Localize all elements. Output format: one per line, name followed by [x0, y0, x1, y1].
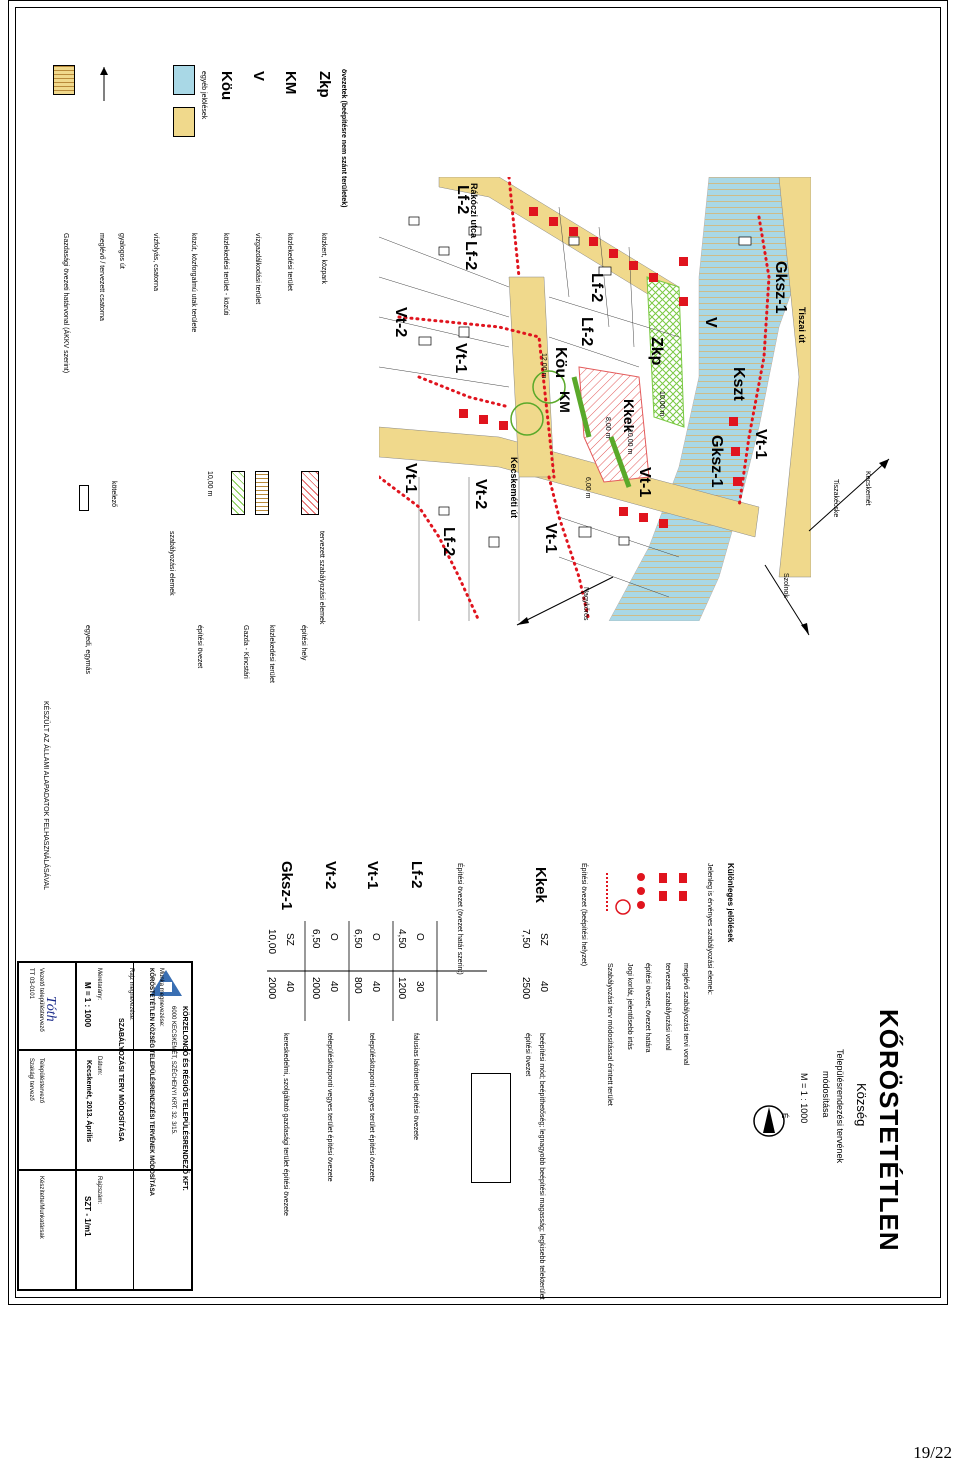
tb-date-label: Dátum:: [96, 1056, 102, 1076]
legend-left-other-1: gyalogos út: [118, 233, 125, 269]
zone-label-18: Lf-2: [440, 527, 457, 557]
zone-row-0-desc: falusias lakóterület építési övezete: [412, 1033, 419, 1141]
legend-left-other-3: Gazdasági övezeti határvonal (ÁKKV szerint): [62, 233, 69, 374]
legend-left-label-1: közlekedési terület: [286, 233, 293, 291]
zone-row-2-b: 6,50: [310, 929, 321, 949]
zones-heading: Építési övezet (beépítési helyzet): [580, 863, 587, 967]
legend-right-item-1: tervezett szabályozási vonal: [664, 963, 671, 1051]
legend-left-code-0: Zkp: [316, 71, 333, 98]
street-label-3: Tiszai út: [797, 307, 807, 343]
tb-project-label: Munka megnevezése:: [158, 968, 164, 1027]
page-number: 19/22: [913, 1443, 952, 1462]
zone-row-1-d: 800: [352, 977, 363, 994]
zone-label-1: Lf-2: [462, 241, 479, 271]
kkek-desc2: építési övezet: [524, 1033, 531, 1077]
swatch-green: [231, 471, 245, 515]
arrow-nagykoros-icon: [509, 571, 619, 631]
zone-row-1-a: O: [370, 933, 381, 941]
zone-row-1-b: 6,50: [352, 929, 363, 949]
zone-label-11: Kkek: [621, 399, 637, 433]
street-label-1: Rákóczi utca: [469, 183, 479, 239]
zone-row-3-desc: kereskedelmi, szolgáltató gazdasági terület építési övezete: [282, 1033, 289, 1216]
legend-left-label-0: közkert, közpark: [320, 233, 327, 284]
zone-label-9: Zkp: [648, 337, 665, 366]
legend-right-item-2: építési övezet, övezet határa: [644, 963, 651, 1053]
swatch-water: [173, 65, 195, 95]
dim-label-1: 10,00 m: [658, 391, 665, 417]
legend-extra-6: Gazda - Kincstári: [242, 625, 249, 679]
legend-left-heading: övezetek (beépítésre nem szánt területek): [340, 69, 347, 208]
zone-label-2: Lf-2: [588, 273, 605, 303]
symbol-arrow-icon: [89, 65, 119, 105]
dim-label-0: 12,00 m: [540, 353, 547, 379]
legend-left-code-1: KM: [282, 71, 299, 95]
swatch-road: [173, 107, 195, 137]
outside-label-2: Szolnok: [782, 573, 789, 598]
title-scale: M = 1 : 1000: [799, 1073, 809, 1124]
zone-label-15: Vt-1: [752, 429, 769, 460]
legend-left-code-3: Köu: [218, 71, 235, 101]
zone-label-13: Gksz-1: [772, 261, 789, 314]
tb-signature: Tóth: [43, 996, 58, 1022]
legend-extra-3: kötelező: [110, 481, 117, 508]
legend-extra-8: egyedi, egymás: [84, 625, 91, 675]
tb-scale: M = 1 : 1000: [83, 982, 92, 1028]
zone-row-3-d: 2000: [266, 977, 277, 1000]
kkek-v3: 2500: [520, 977, 531, 1000]
tb-scale-label: Méretarány:: [96, 968, 102, 1001]
title-block: [17, 961, 193, 1291]
outside-label-0: Kecskemét: [864, 471, 871, 506]
zone-row-2-code: Vt-2: [322, 861, 339, 890]
tb-date: Kecskemét, 2013. Április: [85, 1060, 92, 1143]
legend-extra-5: építési hely: [300, 625, 307, 661]
title-sub3: módosítása: [821, 1071, 831, 1118]
north-label: É: [780, 1113, 789, 1119]
zone-label-17: Vt-1: [636, 467, 653, 498]
legend-right-item-3: Jogi korlát, jelentősebb irtás: [626, 963, 633, 1050]
zone-label-8: Köu: [552, 347, 569, 379]
zone-row-1-c: 40: [370, 981, 381, 993]
legend-right-subheading: Jelenleg is érvényes szabályozási elemek:: [706, 863, 713, 995]
zone-row-0-code: Lf-2: [408, 861, 425, 889]
zone-row-0-a: O: [414, 933, 425, 941]
tb-plan-label: Rajz megnevezése:: [128, 968, 134, 1021]
tb-role2: Településtervező: [38, 1058, 44, 1104]
kkek-v1: 7,50: [520, 929, 531, 949]
dim-label-3: 6,00 m: [584, 477, 591, 499]
zone-label-14: Gksz-1: [708, 435, 725, 488]
tb-plan: SZABÁLYOZÁSI TERV MÓDOSÍTÁSA: [117, 1018, 124, 1142]
north-arrow-icon: [751, 1103, 787, 1139]
legend-footer: KÉSZÜLT AZ ÁLLAMI ALAPADATOK FELHASZNÁLÁSÁVAL: [42, 701, 49, 891]
dim-label-4: 10,00 m: [626, 429, 633, 455]
zone-row-1-desc: településközponti vegyes terület építési övezete: [368, 1033, 375, 1182]
zone-row-3-c: 40: [284, 981, 295, 993]
legend-left-label-2: vízgazdálkodási terület: [254, 233, 261, 305]
tb-sheet-label: Rajzszám:: [96, 1176, 102, 1205]
zone-row-2-c: 40: [328, 981, 339, 993]
tb-role4: Készítette/Munkatársak: [38, 1176, 44, 1239]
zone-label-0: Lf-2: [454, 185, 471, 215]
dim-label-2: 8,00 m: [604, 417, 611, 439]
tb-company: KÖRZELONGÓ ÉS RÉGIÓS TELEPÜLÉSRENDEZŐ KFT.: [181, 1006, 188, 1191]
zone-row-2-desc: településközponti vegyes terület építési övezete: [326, 1033, 333, 1182]
map-area: [379, 177, 811, 621]
arrow-kecskemet-icon: [799, 451, 899, 541]
zone-row-2-a: O: [328, 933, 339, 941]
street-label-2: Kecskeméti út: [509, 457, 519, 519]
outside-label-3: Nagykőrös: [582, 587, 589, 621]
kkek-v2: 40: [538, 981, 549, 993]
arrow-szolnok-icon: [759, 561, 819, 641]
kkek-desc1: beépítési mód; beépíthetőség; legnagyobb beépítési magasság; legkisebb telekterület: [538, 1033, 545, 1300]
title-sub1: Község: [854, 1083, 869, 1127]
legend-extra-2: 10,00 m: [206, 471, 213, 497]
zone-table-lines: [267, 921, 487, 1021]
outside-label-1: Tiszakécske: [832, 479, 839, 518]
tb-sheet: SZT - 1/m1: [83, 1196, 92, 1237]
zone-row-3-code: Gksz-1: [278, 861, 295, 911]
zone-label-3: Lf-2: [578, 317, 595, 347]
legend-symbols: [603, 871, 703, 919]
legend-right-heading: Különleges jelölések: [726, 863, 735, 943]
legend-left-label-3: közlekedési terület - közúti: [222, 233, 229, 316]
swatch-empty: [79, 485, 89, 511]
tb-role3: Szakági tervező: [28, 1058, 34, 1101]
zone-label-16: Kszt: [730, 367, 747, 401]
zone-label-7: Vt-2: [472, 479, 489, 510]
legend-right-item-0: meglévő szabályozási tervi vonal: [682, 963, 689, 1066]
zone-label-5: Vt-1: [452, 343, 469, 374]
legend-left-other-0: vízfolyás, csatorna: [152, 233, 159, 291]
zone-row-0-b: 4,50: [396, 929, 407, 949]
note-box: [471, 1073, 511, 1183]
map-sheet: [8, 0, 948, 1305]
legend-extra-7: közlekedési terület: [268, 625, 275, 683]
zone-label-6: Vt-1: [402, 463, 419, 494]
zone-label-19: Vt-1: [542, 523, 559, 554]
legend-extra-4: építési övezet: [196, 625, 203, 669]
tb-designer-label: Vezető településtervező: [38, 968, 44, 1032]
legend-extra-0: tervezett szabályozási elemek: [318, 531, 325, 625]
legend-left-code-2: V: [250, 71, 267, 82]
zone-row-3-a: SZ: [284, 933, 295, 946]
zone-row-1-code: Vt-1: [364, 861, 381, 890]
legend-left-code-4: egyéb jelölések: [200, 71, 207, 120]
map-title: KŐRÖSTETÉTLEN: [874, 1009, 904, 1252]
swatch-kkek: [301, 471, 319, 515]
zones-heading2: Építési övezet (övezet határ szerint): [456, 863, 463, 975]
tb-project: KŐRÖSTETÉTLEN KÖZSÉG TELEPÜLÉSRENDEZÉSI TERVÉNEK MÓDOSÍTÁSA: [148, 968, 154, 1196]
legend-left-other-2: meglévő / tervezett csatorna: [98, 233, 105, 321]
kkek-code: Kkek: [532, 867, 549, 903]
tb-address: 6000 KECSKEMÉT, SZÉCHENYI KRT. 32. 3/15.: [170, 1006, 176, 1135]
swatch-hatched: [53, 65, 75, 95]
zone-row-2-d: 2000: [310, 977, 321, 1000]
swatch-lines: [255, 471, 269, 515]
legend-right-item-4: Szabályozási terv módosítással érintett terület: [606, 963, 613, 1106]
zone-label-10: V: [702, 317, 719, 328]
zone-row-3-b: 10,00: [266, 929, 277, 955]
kkek-sz: SZ: [538, 933, 549, 946]
tb-designer: TT 03-0101: [28, 968, 34, 999]
zone-label-12: KM: [557, 391, 573, 413]
legend-extra-1: szabályozási elemek: [168, 531, 175, 596]
zone-label-4: Vt-2: [392, 307, 409, 338]
title-sub2: Településrendezési tervének: [835, 1049, 845, 1164]
legend-left-label-4: közút, közforgalmú utak területe: [190, 233, 197, 333]
zone-row-0-d: 1200: [396, 977, 407, 1000]
zone-row-0-c: 30: [414, 981, 425, 993]
